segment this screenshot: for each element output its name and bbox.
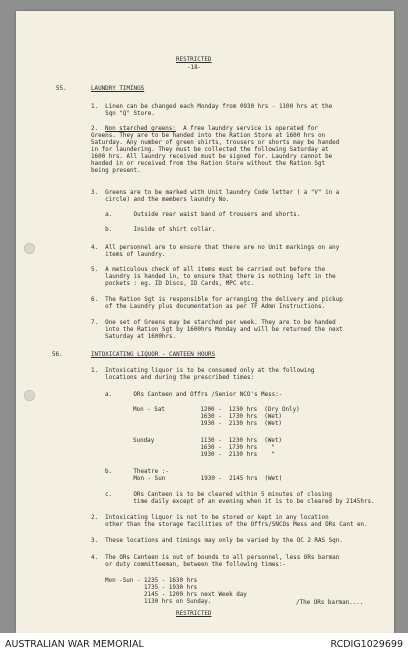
paragraph-line: items of laundry. [91,252,166,258]
paragraph-line: handed in or received from the Ration Store without the Ration Sgt [91,161,326,167]
bounds-row: 1130 hrs on Sunday. [105,599,212,605]
continuation-text: /The ORs barman.... [296,600,364,606]
classification-footer: RESTRICTED [176,611,212,617]
bounds-row: Mon -Sun - 1235 - 1630 hrs [105,578,198,584]
paragraph-line: 5. A meticulous check of all items must be carried out before the [91,267,326,273]
schedule-row: Mon - Sun 1930 - 2145 hrs (Wet) [105,476,283,482]
paragraph-line: 3. These locations and timings may only be varied by the OC 2 RAS Sqn. [91,538,343,544]
bounds-row: 1735 - 1930 hrs [105,585,198,591]
paragraph-line: of the Laundry plus documentation as per TF Admn Instructions. [91,304,326,310]
archive-footer [0,633,408,654]
schedule-row: 1930 - 2130 hrs " [133,452,275,458]
paragraph-line: laundry is handed in, to ensure that there is nothing left in the [91,274,336,280]
punch-hole [24,243,35,254]
paragraph-line: Saturday at 1600hrs. [91,334,177,340]
bounds-row: 2145 - 1200 hrs next Week day [105,592,247,598]
paragraph-line: Saturday. Any number of green shirts, trousers or shorts may be handed [91,140,340,146]
sub-item: b. Inside of shirt collar. [91,227,216,233]
paragraph-line: 4. All personnel are to ensure that there are no Unit markings on any [91,245,340,251]
section-number: 56. [52,352,63,358]
paragraph-heading: Non starched greens: [105,126,176,132]
section-number: 55. [56,86,67,92]
paragraph-line: being present. [91,168,141,174]
section-title: INTOXICATING LIQUOR - CANTEEN HOURS [91,352,216,358]
paragraph-line: 6. The Ration Sgt is responsible for arranging the delivery and pickup [91,297,343,303]
paragraph-line: 1. Intoxicating liquor is to be consumed only at the following [91,368,315,374]
paragraph-line: locations and during the prescribed times: [91,375,255,381]
paragraph-line: in for laundering. They must be collected the following Saturday at [91,147,329,153]
archive-id: RCDIG1029699 [330,639,403,650]
sub-item: time daily except of an evening when it is to be cleared by 2145hrs. [105,499,375,505]
sub-item: a. ORs Canteen and Offrs /Senior NCO's Mess:- [105,392,283,398]
paragraph-line: pockets : eg. ID Discs, ID Cards, MPC etc. [91,281,255,287]
schedule-row: 1930 - 2130 hrs (Wet) [133,421,282,427]
classification-header: RESTRICTED [176,57,212,63]
archive-name: AUSTRALIAN WAR MEMORIAL [5,639,144,650]
schedule-row: Mon - Sat 1200 - 1230 hrs (Dry Only) [133,407,300,413]
paragraph-line: into the Ration Sgt by 1600hrs Monday and will be returned the next [91,327,343,333]
paragraph-line: circle) and the members laundry No. [91,197,230,203]
paragraph-line: Greens. They are to be handed into the Ration Store at 1600 hrs on [91,133,326,139]
schedule-row: 1630 - 1730 hrs (Wet) [133,414,282,420]
sub-item: c. ORs Canteen is to be cleared within 5 minutes of closing [105,492,332,498]
paragraph-line: 2. Intoxicating liquor is not to be stored or kept in any location [91,515,329,521]
paragraph-line: 1. Linen can be changed each Monday from 0930 hrs - 1100 hrs at the [91,104,333,110]
paragraph-line: or duty committeeman, between the following times:- [91,562,287,568]
paragraph-line: A free laundry service is operated for [176,126,318,132]
schedule-row: 1630 - 1730 hrs " [133,445,275,451]
paragraph-line: 7. One set of Greens may be starched per week. They are to be handed [91,320,336,326]
paragraph-line: 3. Greens are to be marked with Unit laundry Code letter ( a "V" in a [91,190,340,196]
punch-hole [24,390,35,401]
paragraph-line: Sqn "Q" Store. [91,111,155,117]
sub-item: b. Theatre :- [105,469,169,475]
sub-item: a. Outside rear waist band of trousers and shorts. [91,212,301,218]
section-title: LAUNDRY TIMINGS [91,86,145,92]
paragraph-number: 2. [91,126,99,132]
page-number: -18- [187,65,202,71]
paragraph-line: 1600 hrs. All laundry received must be signed for. Laundry cannot be [91,154,333,160]
paragraph-line: 4. The ORs Canteen is out of bounds to all personnel, less ORs barman [91,555,340,561]
schedule-row: Sunday 1130 - 1230 hrs (Wet) [133,438,282,444]
paragraph-line: other than the storage facilities of the Offrs/SNCOs Mess and ORs Cant en. [91,522,368,528]
